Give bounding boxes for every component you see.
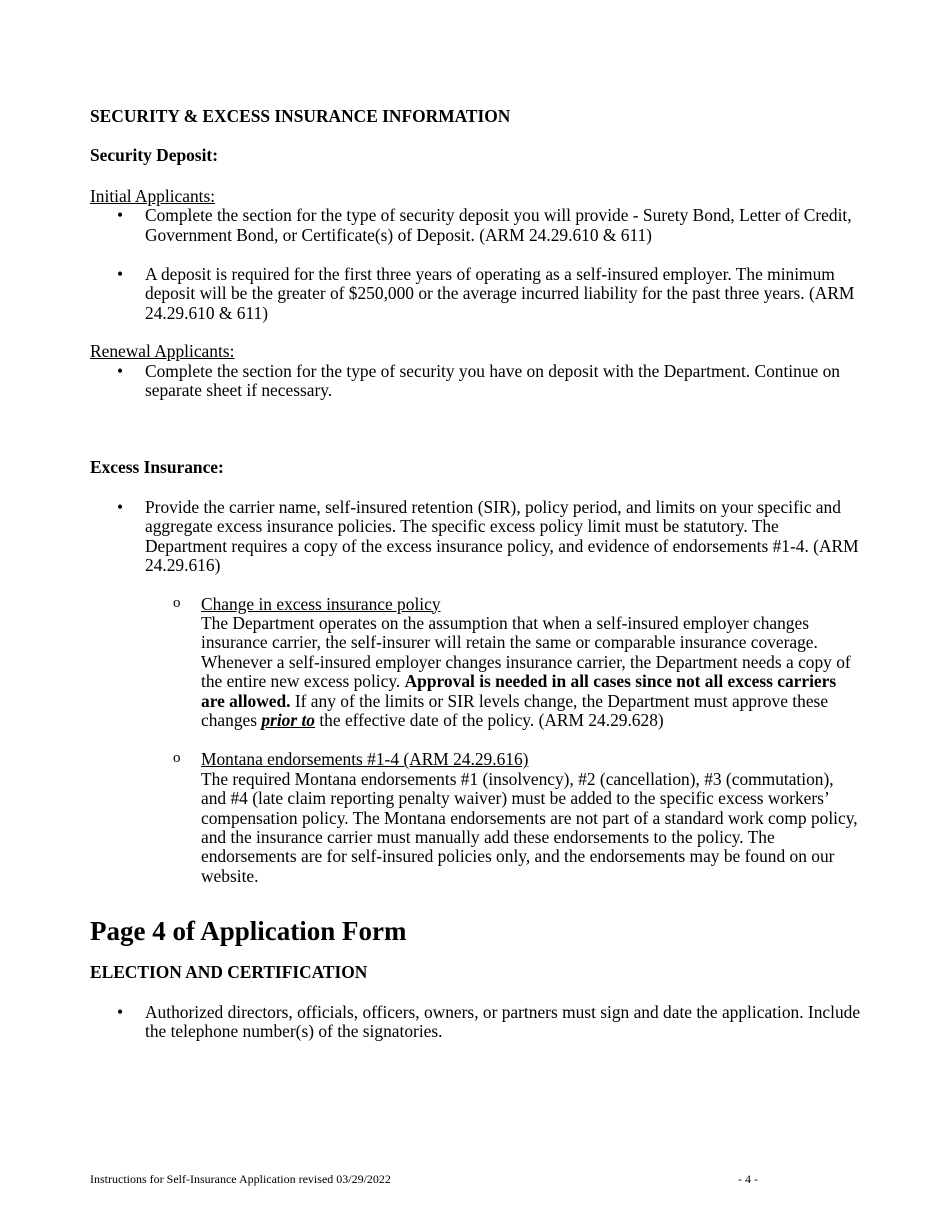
- section-title: SECURITY & EXCESS INSURANCE INFORMATION: [90, 106, 511, 126]
- montana-endorsements-title: Montana endorsements #1-4 (ARM 24.29.616): [201, 749, 529, 770]
- page4-title: Page 4 of Application Form: [90, 916, 407, 947]
- security-deposit-heading: Security Deposit:: [90, 145, 218, 166]
- list-item: • Authorized directors, officials, officers, owners, or partners must sign and date the application. Include the telephone number(s) of the signatories.: [90, 1003, 862, 1042]
- document-page: [90, 107, 862, 1041]
- change-policy-emphasis: prior to: [261, 709, 315, 730]
- initial-applicants-list: [90, 206, 862, 323]
- initial-applicants-label: Initial Applicants:: [90, 185, 216, 206]
- montana-endorsements-item: [90, 750, 862, 886]
- list-item: • A deposit is required for the first three years of operating as a self-insured employer. The minimum deposit will be the greater of $250,000 or the average incurred liability for the past three years. (ARM 24.29.610 & 611): [90, 265, 862, 323]
- election-certification-list: [90, 1003, 862, 1042]
- renewal-applicants-label: Renewal Applicants:: [90, 341, 235, 362]
- list-item: • Complete the section for the type of security you have on deposit with the Department. Continue on separate sheet if necessary.: [90, 362, 862, 401]
- list-item: • Provide the carrier name, self-insured retention (SIR), policy period, and limits on your specific and aggregate excess insurance policies. The specific excess policy limit must be statutory. The Department requires a copy of the excess insurance policy, and evidence of endorsements #1-4. (ARM 24.29.616): [90, 498, 862, 576]
- change-policy-title: Change in excess insurance policy: [201, 593, 441, 614]
- change-policy-text-2: If any of the limits or SIR levels change, the Department must approve these changes: [201, 690, 829, 730]
- change-policy-text-1: The Department operates on the assumption that when a self-insured employer changes insurance carrier, the self-insurer will retain the same or comparable insurance coverage. Whenever a self-insured employer changes insurance carrier, the Department needs a copy of the entire new excess policy.: [201, 612, 851, 692]
- page-number: - 4 -: [738, 1172, 758, 1186]
- change-policy-item: [90, 595, 862, 731]
- excess-insurance-list: [90, 498, 862, 576]
- page-footer: [90, 1172, 770, 1187]
- election-certification-heading: ELECTION AND CERTIFICATION: [90, 962, 368, 983]
- change-policy-text-3: the effective date of the policy. (ARM 24.29.628): [315, 709, 664, 730]
- excess-subitems-list: [90, 595, 862, 887]
- excess-insurance-heading: Excess Insurance:: [90, 457, 224, 478]
- change-policy-text-bold: Approval is needed in all cases since not all excess carriers are allowed.: [201, 671, 837, 711]
- montana-endorsements-text: The required Montana endorsements #1 (insolvency), #2 (cancellation), #3 (commutation), and #4 (late claim reporting penalty waiver) must be added to the specific excess workers’ compensation policy. The Montana endorsements are not part of a standard work comp policy, and the insurance carrier must manually add these endorsements to the policy. The endorsements are for self-insured policies only, and the endorsements may be found on our website.: [201, 768, 858, 886]
- renewal-applicants-list: [90, 362, 862, 401]
- list-item: • Complete the section for the type of security deposit you will provide - Surety Bond, Letter of Credit, Government Bond, or Certificate(s) of Deposit. (ARM 24.29.610 & 611): [90, 206, 862, 245]
- footer-revision-text: Instructions for Self-Insurance Application revised 03/29/2022: [90, 1172, 391, 1186]
